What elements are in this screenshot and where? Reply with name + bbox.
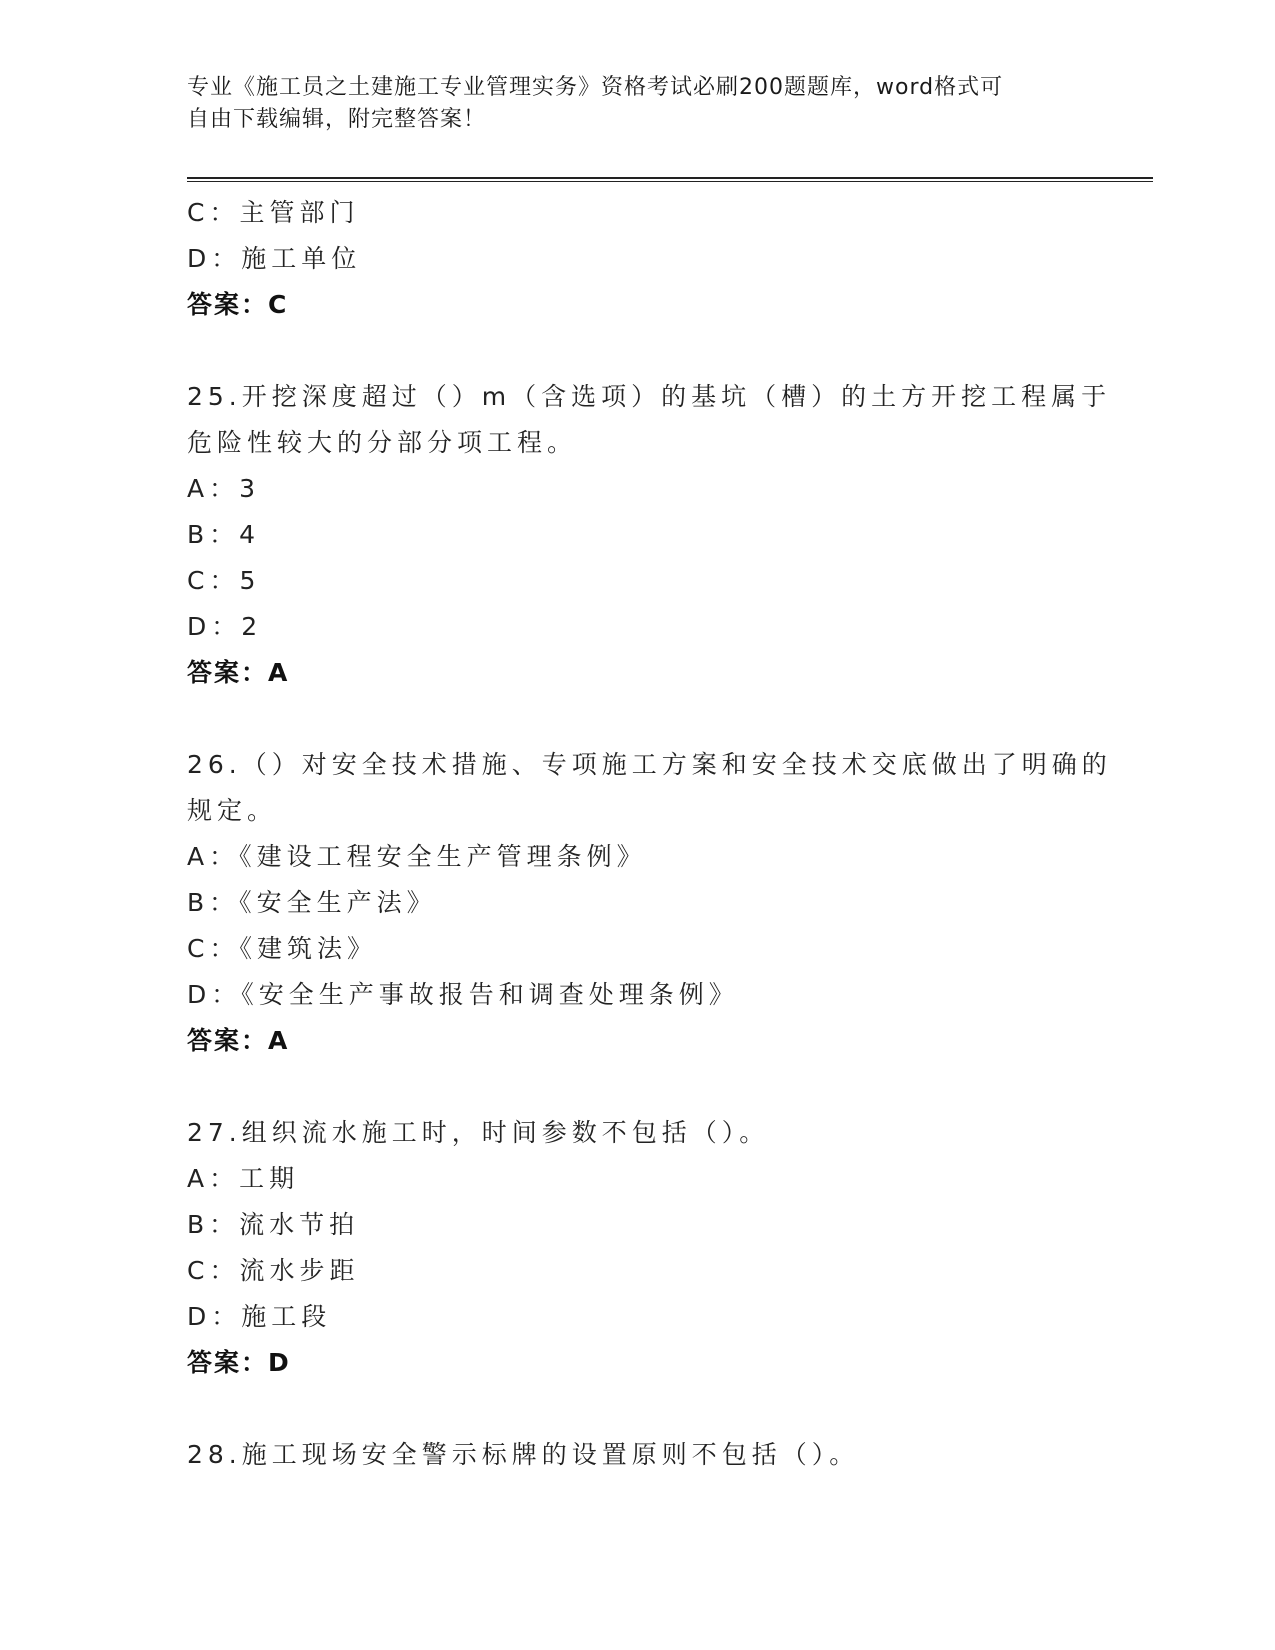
option-a: A：3 [187,474,261,503]
page-header [187,72,1067,136]
question-text: 危险性较大的分部分项工程。 [187,428,578,457]
option-d: D：施工段 [187,1302,332,1331]
option-b: B：4 [187,520,261,549]
option-c: C：主管部门 [187,198,360,227]
header-line-1: 专业《施工员之土建施工专业管理实务》资格考试必刷200题题库，word格式可 [187,75,1004,100]
question-27 [187,1110,1087,1386]
question-list [187,190,1112,1478]
question-24-tail [187,190,1087,328]
spacer [187,696,1087,742]
answer: 答案：A [187,658,290,687]
header-divider [187,177,1153,182]
option-c: C：《建筑法》 [187,934,377,963]
question-text: 26.（）对安全技术措施、专项施工方案和安全技术交底做出了明确的 [187,750,1112,779]
spacer [187,1064,1087,1110]
question-26 [187,742,1112,1064]
option-d: D：《安全生产事故报告和调查处理条例》 [187,980,739,1009]
question-25 [187,374,1112,696]
option-d: D：2 [187,612,263,641]
spacer [187,328,1087,374]
header-line-2: 自由下载编辑，附完整答案！ [187,107,487,132]
option-b: B：流水节拍 [187,1210,360,1239]
option-a: A：工期 [187,1164,300,1193]
spacer [187,1386,1087,1432]
answer: 答案：D [187,1348,291,1377]
answer: 答案：C [187,290,289,319]
question-text: 28.施工现场安全警示标牌的设置原则不包括（）。 [187,1440,860,1469]
option-a: A：《建设工程安全生产管理条例》 [187,842,647,871]
option-d: D：施工单位 [187,244,362,273]
question-text: 27.组织流水施工时，时间参数不包括（）。 [187,1118,770,1147]
option-c: C：5 [187,566,261,595]
question-text: 25.开挖深度超过（）m（含选项）的基坑（槽）的土方开挖工程属于 [187,382,1112,411]
option-b: B：《安全生产法》 [187,888,437,917]
question-28 [187,1432,1087,1478]
option-c: C：流水步距 [187,1256,360,1285]
question-text: 规定。 [187,796,278,825]
answer: 答案：A [187,1026,290,1055]
